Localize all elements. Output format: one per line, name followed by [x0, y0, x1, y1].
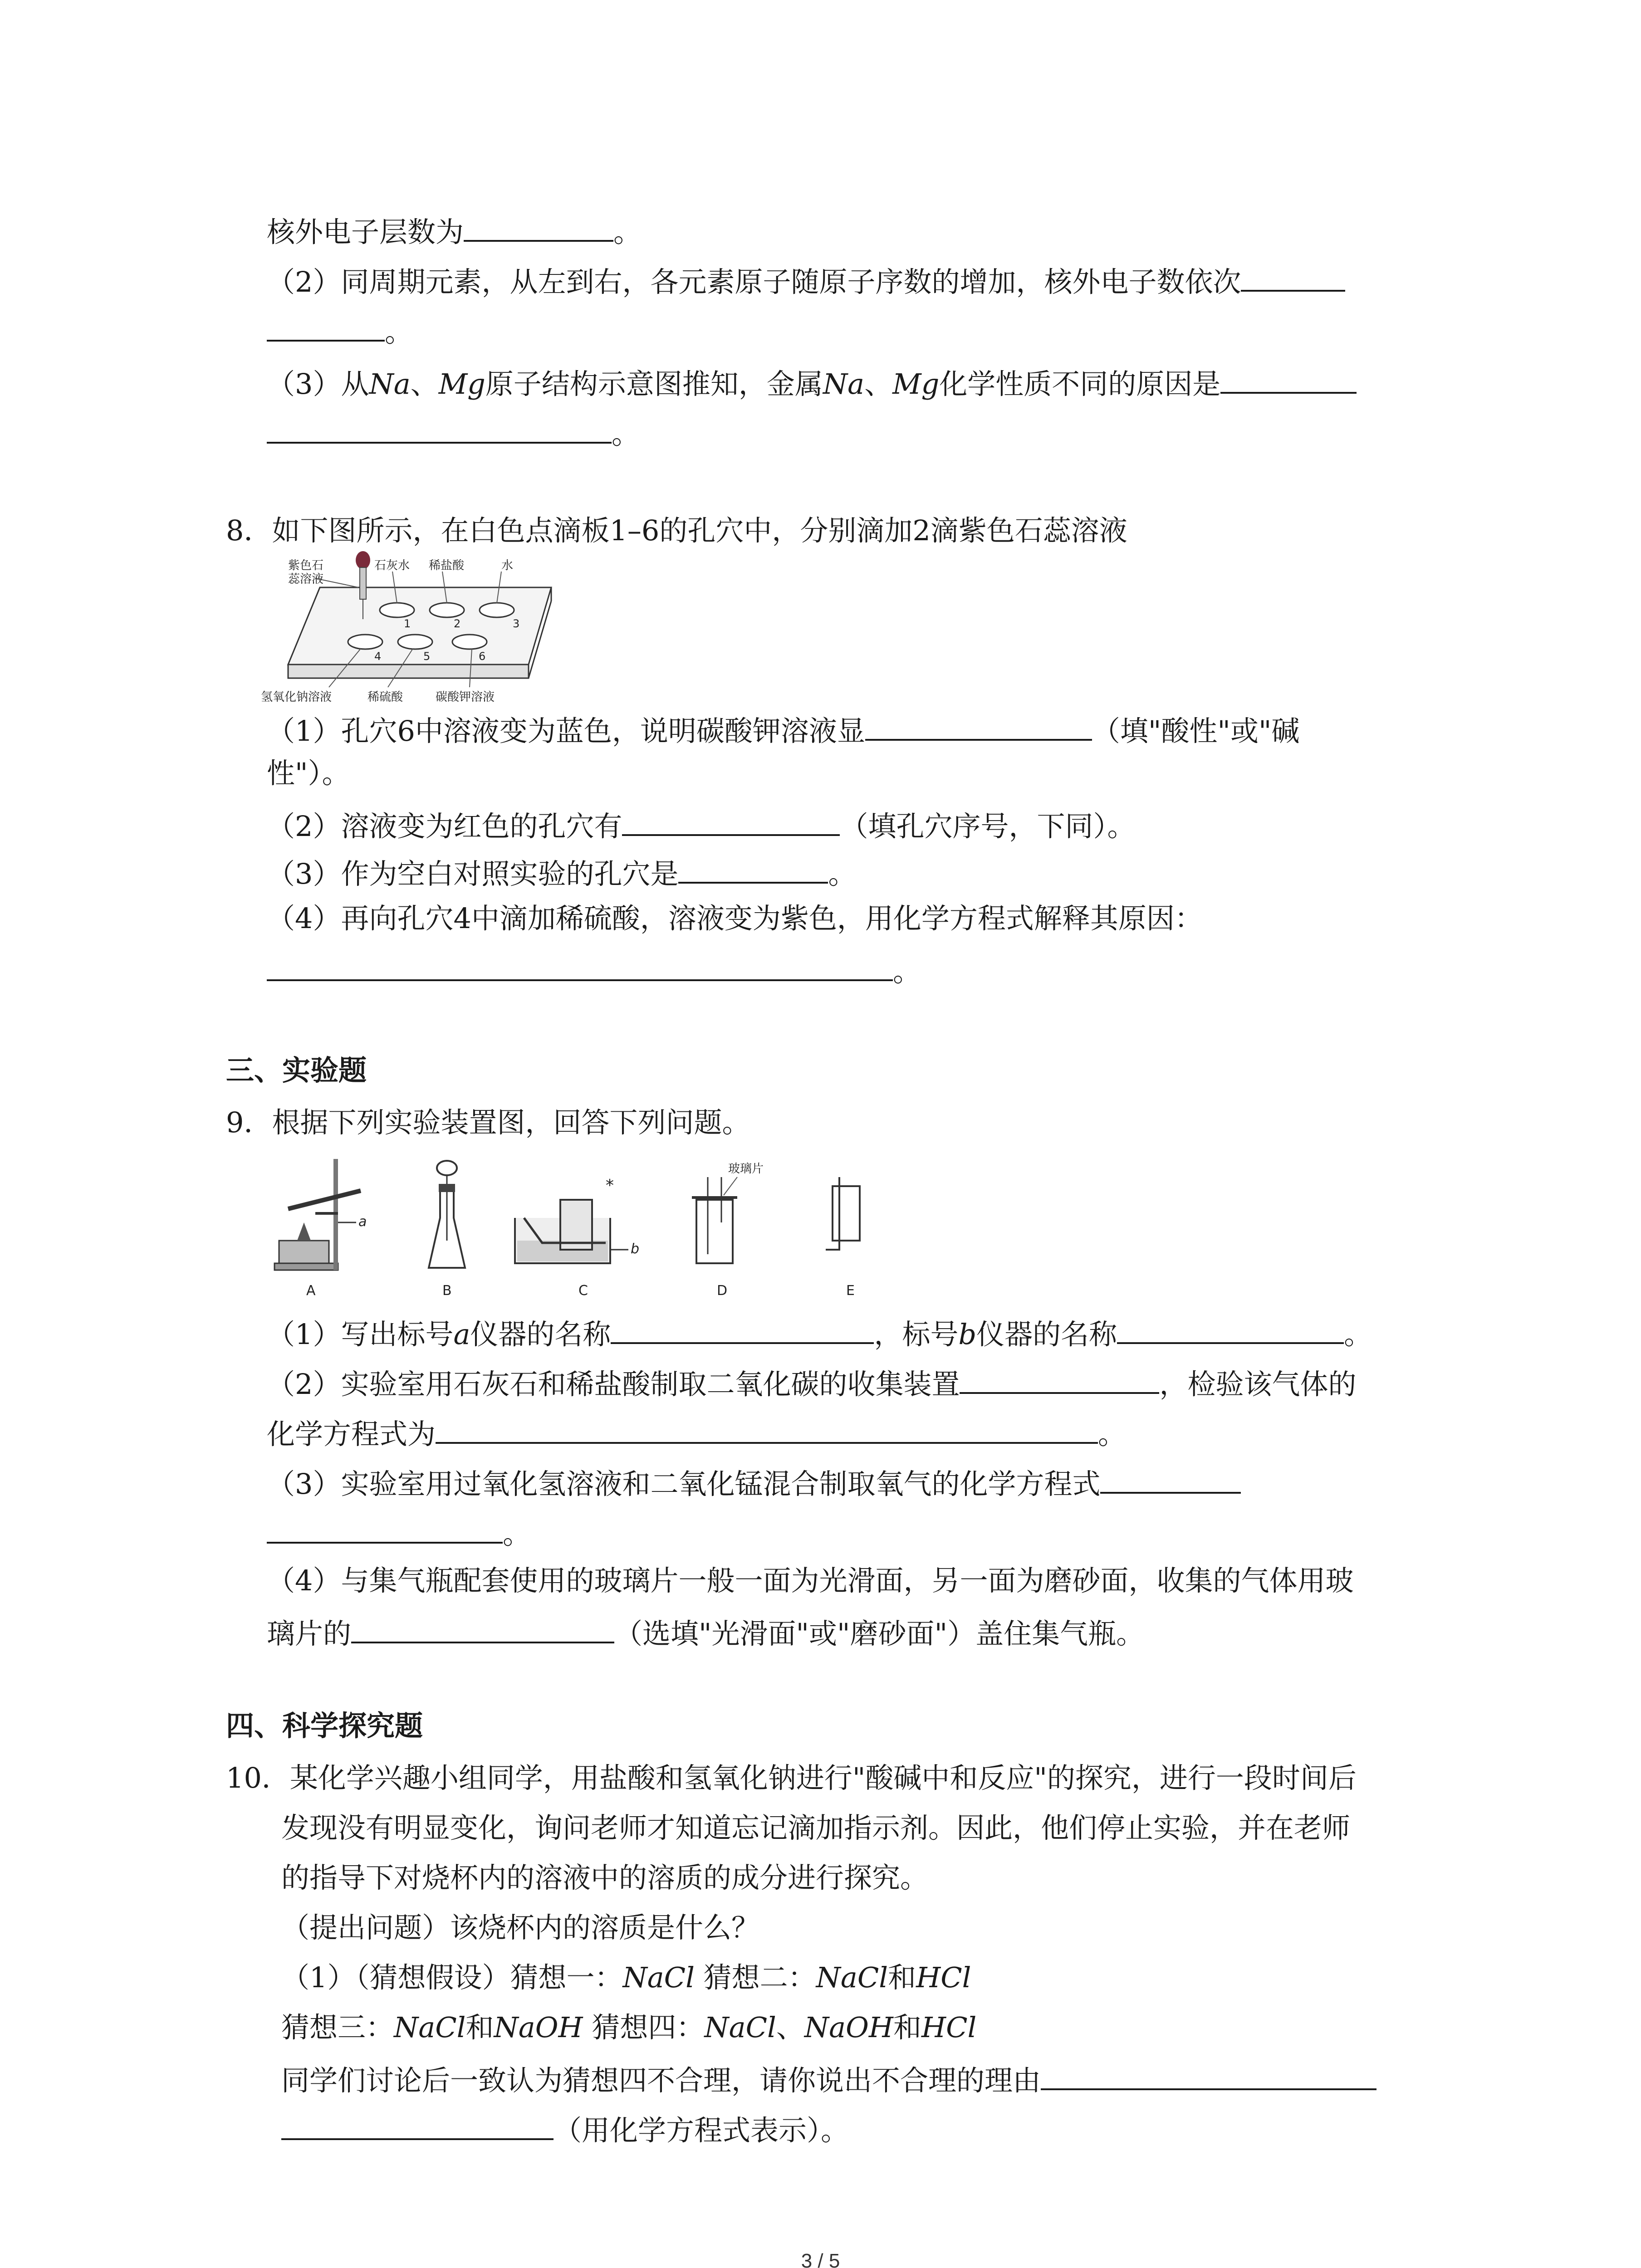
spot-plate	[288, 587, 551, 665]
well-number-6: 6	[479, 650, 486, 663]
q7-part2: （2）同周期元素，从左到右，各元素原子随原子序数的增加，核外电子数依次	[267, 261, 1345, 300]
q9-stem: 9．根据下列实验装置图，回答下列问题。	[226, 1106, 750, 1139]
well-1	[380, 603, 414, 617]
answer-blank[interactable]	[611, 1313, 874, 1344]
answer-blank[interactable]	[267, 311, 385, 342]
answer-blank[interactable]	[351, 1613, 614, 1643]
label-dilute-hcl: 稀盐酸	[429, 559, 465, 572]
answer-blank[interactable]	[1041, 2059, 1376, 2090]
q9-part2-cont: 化学方程式为 。	[267, 1413, 1126, 1452]
answer-blank[interactable]	[267, 413, 612, 444]
answer-blank[interactable]	[1220, 363, 1357, 394]
q10-stem-2: 发现没有明显变化，询问老师才知道忘记滴加指示剂。因此，他们停止实验，并在老师	[281, 1811, 1351, 1844]
q10-stem-1: 10．某化学兴趣小组同学，用盐酸和氢氧化钠进行"酸碱中和反应"的探究，进行一段时间后	[226, 1761, 1357, 1794]
well-6	[452, 635, 487, 649]
well-2	[430, 603, 464, 617]
well-3	[480, 603, 514, 617]
answer-blank[interactable]	[960, 1363, 1159, 1394]
answer-blank[interactable]	[678, 853, 828, 884]
label-limewater: 石灰水	[374, 559, 410, 572]
q8-stem: 8．如下图所示，在白色点滴板1–6的孔穴中，分别滴加2滴紫色石蕊溶液	[226, 514, 1127, 547]
label-C: C	[578, 1283, 588, 1299]
answer-blank[interactable]	[622, 805, 840, 836]
q7-part2-cont: 。	[267, 311, 413, 350]
answer-blank[interactable]	[865, 710, 1092, 741]
q8-part1: （1）孔穴6中溶液变为蓝色，说明碳酸钾溶液显 （填"酸性"或"碱	[267, 710, 1299, 749]
well-number-3: 3	[513, 617, 520, 630]
answer-blank[interactable]	[1241, 261, 1345, 292]
well-5	[398, 635, 432, 649]
label-purple-litmus-2: 蕊溶液	[288, 572, 324, 586]
well-4	[348, 635, 382, 649]
apparatus-c	[515, 1176, 639, 1263]
well-number-5: 5	[423, 650, 431, 663]
answer-blank[interactable]	[436, 1413, 1098, 1444]
label-naoh: 氢氧化钠溶液	[261, 690, 332, 704]
label-A: A	[306, 1283, 316, 1299]
q7-part3-cont: 。	[267, 413, 640, 452]
label-water: 水	[501, 559, 514, 572]
label-D: D	[717, 1283, 728, 1299]
q9-part3: （3）实验室用过氧化氢溶液和二氧化锰混合制取氧气的化学方程式	[267, 1463, 1241, 1502]
q10-question: （提出问题）该烧杯内的溶质是什么？	[281, 1911, 760, 1944]
label-a: a	[358, 1214, 367, 1230]
answer-blank[interactable]	[281, 2109, 554, 2140]
label-h2so4: 稀硫酸	[367, 690, 403, 704]
q8-part1-cont: 性"）。	[267, 757, 350, 790]
q9-part4: （4）与集气瓶配套使用的玻璃片一般一面为光滑面，另一面为磨砂面，收集的气体用玻	[267, 1564, 1354, 1597]
apparatus-d	[692, 1162, 764, 1263]
answer-blank[interactable]	[267, 950, 893, 981]
well-number-2: 2	[454, 617, 461, 630]
q8-part2: （2）溶液变为红色的孔穴有 （填孔穴序号，下同）。	[267, 805, 1135, 845]
apparatus-a	[274, 1159, 367, 1270]
q8-part4-cont: 。	[267, 950, 921, 990]
label-b: b	[631, 1241, 640, 1257]
answer-blank[interactable]	[464, 211, 613, 242]
well-number-4: 4	[374, 650, 382, 663]
label-k2co3: 碳酸钾溶液	[436, 690, 495, 704]
dropper-tube	[360, 567, 366, 599]
label-E: E	[846, 1283, 855, 1299]
q9-part4-cont: 璃片的 （选填"光滑面"或"磨砂面"）盖住集气瓶。	[267, 1613, 1144, 1652]
q9-part1: （1）写出标号a仪器的名称 ，标号b仪器的名称 。	[267, 1313, 1372, 1353]
q10-guess-3-4: 猜想三：NaCl和NaOH 猜想四：NaCl、NaOH和HCl	[281, 2011, 977, 2044]
q10-reason-cont: （用化学方程式表示）。	[281, 2109, 849, 2149]
dropper-bulb	[356, 551, 370, 569]
answer-blank[interactable]	[267, 1513, 503, 1544]
q8-part4: （4）再向孔穴4中滴加稀硫酸，溶液变为紫色，用化学方程式解释其原因：	[267, 902, 1203, 935]
q9-part3-cont: 。	[267, 1513, 531, 1552]
q10-guess-1-2: （1）（猜想假设）猜想一：NaCl 猜想二：NaCl和HCl	[281, 1961, 971, 1994]
answer-blank[interactable]	[1117, 1313, 1344, 1344]
label-B: B	[442, 1283, 452, 1299]
q7-part3: （3）从Na、Mg原子结构示意图推知，金属Na、Mg化学性质不同的原因是	[267, 363, 1357, 402]
q10-stem-3: 的指导下对烧杯内的溶液中的溶质的成分进行探究。	[281, 1861, 929, 1894]
asterisk: *	[606, 1176, 614, 1195]
apparatus-e	[826, 1177, 860, 1250]
spot-plate-figure	[261, 551, 569, 705]
label-purple-litmus: 紫色石	[288, 559, 324, 572]
q10-reason: 同学们讨论后一致认为猜想四不合理，请你说出不合理的理由	[281, 2059, 1376, 2099]
answer-blank[interactable]	[1100, 1463, 1241, 1494]
apparatus-b	[429, 1161, 465, 1268]
q9-part2: （2）实验室用石灰石和稀盐酸制取二氧化碳的收集装置 ，检验该气体的	[267, 1363, 1356, 1403]
well-number-1: 1	[404, 617, 411, 630]
q7-line1: 核外电子层数为 。	[267, 211, 642, 250]
spot-plate-edge	[288, 665, 529, 678]
section-title-experiment: 三、实验题	[226, 1054, 367, 1087]
q8-part3: （3）作为空白对照实验的孔穴是 。	[267, 853, 856, 892]
section-title-inquiry: 四、科学探究题	[226, 1709, 423, 1742]
page-number: 3 / 5	[801, 2250, 840, 2268]
apparatus-figure	[270, 1150, 896, 1304]
label-glass-plate: 玻璃片	[728, 1162, 764, 1176]
